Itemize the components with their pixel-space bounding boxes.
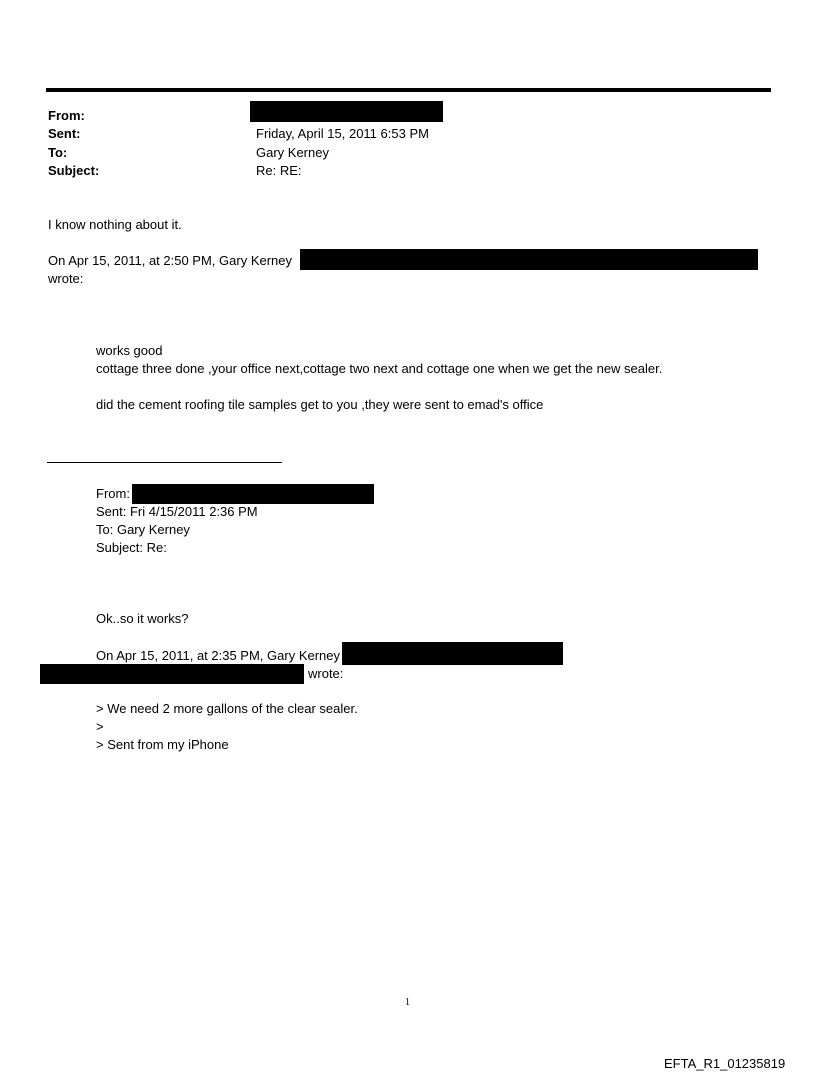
quote1-line: cottage three done ,your office next,cottage two next and cottage one when we get the new sealer. (96, 361, 663, 376)
from-label: From: (48, 108, 85, 123)
quote2-line: > Sent from my iPhone (96, 737, 229, 752)
quote2-line: > We need 2 more gallons of the clear sealer. (96, 701, 358, 716)
quote1-line: did the cement roofing tile samples get to you ,they were sent to emad's office (96, 397, 544, 412)
reply-text: I know nothing about it. (48, 217, 182, 232)
quote1-intro: On Apr 15, 2011, at 2:50 PM, Gary Kerney (48, 253, 293, 268)
header-rule (46, 88, 771, 92)
redacted-email-2a (342, 642, 563, 665)
redacted-fwd-sender (132, 484, 374, 504)
forward-divider (47, 462, 282, 463)
quote2-intro: On Apr 15, 2011, at 2:35 PM, Gary Kerney (96, 648, 341, 663)
page-number: 1 (405, 997, 410, 1008)
quote2-wrote: wrote: (308, 666, 344, 681)
fwd-sent-line: Sent: Fri 4/15/2011 2:36 PM (96, 504, 258, 519)
to-label: To: (48, 145, 68, 160)
subject-value: Re: RE: (256, 163, 302, 178)
quote1-line: works good (96, 343, 163, 358)
redacted-email-1 (300, 249, 758, 270)
bates-number: EFTA_R1_01235819 (664, 1056, 786, 1071)
redacted-email-2b (40, 664, 304, 684)
sent-value: Friday, April 15, 2011 6:53 PM (256, 126, 429, 141)
fwd-message: Ok..so it works? (96, 611, 189, 626)
redacted-sender (250, 101, 443, 122)
fwd-from-label: From: (96, 486, 130, 501)
quote1-wrote: wrote: (48, 271, 84, 286)
fwd-to-line: To: Gary Kerney (96, 522, 190, 537)
subject-label: Subject: (48, 163, 100, 178)
fwd-subject-line: Subject: Re: (96, 540, 167, 555)
to-value: Gary Kerney (256, 145, 329, 160)
sent-label: Sent: (48, 126, 81, 141)
quote2-line: > (96, 719, 104, 734)
